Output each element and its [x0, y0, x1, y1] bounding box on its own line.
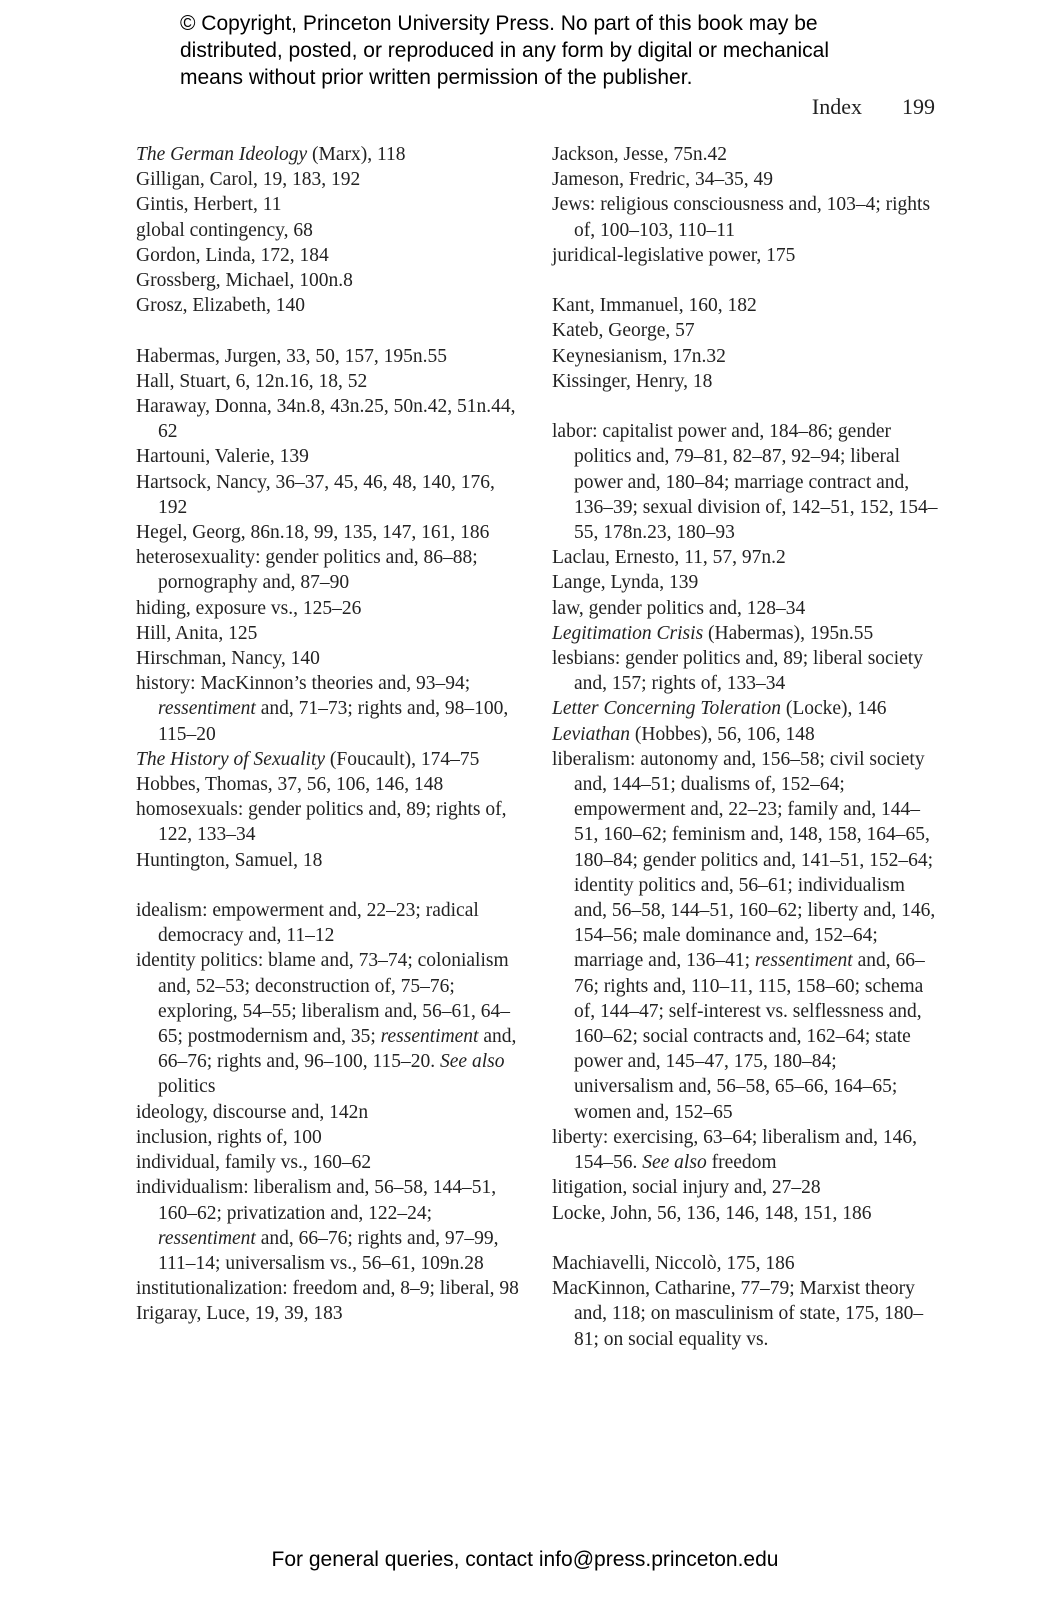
index-entry-text: global contingency, 68 — [136, 219, 313, 241]
index-entry-text: Gordon, Linda, 172, 184 — [136, 244, 329, 266]
index-entry — [136, 1301, 520, 1326]
letter-group-gap — [552, 268, 938, 293]
index-entry-text: Irigaray, Luce, 19, 39, 183 — [136, 1303, 343, 1325]
index-column-left — [136, 142, 520, 1327]
index-entry-italic-text: See also — [642, 1152, 707, 1174]
letter-group-gap — [552, 394, 938, 419]
index-entry — [552, 596, 938, 621]
index-entry — [136, 218, 520, 243]
index-entry-text: Locke, John, 56, 136, 146, 148, 151, 186 — [552, 1202, 872, 1224]
index-entry — [136, 293, 520, 318]
index-entry-italic-text: ressentiment — [754, 950, 853, 972]
index-entry-italic-text: ressentiment — [158, 1227, 256, 1249]
index-entry — [552, 696, 938, 721]
index-entry-text: liberty: exercising, 63–64; liberalism and, 146, 154–56. — [552, 1126, 918, 1174]
index-entry-text: Machiavelli, Niccolò, 175, 186 — [552, 1252, 795, 1274]
index-entry — [136, 646, 520, 671]
index-entry — [552, 344, 938, 369]
index-entry — [136, 898, 520, 948]
index-entry-text: and, 71–73; rights and, 98–100, 115–20 — [158, 698, 509, 745]
running-head-title: Index — [811, 94, 862, 119]
index-entry — [136, 470, 520, 520]
copyright-line: distributed, posted, or reproduced in any form by digital or mechanical — [180, 39, 830, 62]
index-entry — [136, 1276, 520, 1301]
index-entry-text: (Foucault), 174–75 — [325, 748, 480, 770]
copyright-line: © Copyright, Princeton University Press. No part of this book may be — [180, 12, 818, 35]
index-entry-italic-text: The German Ideology — [136, 144, 308, 165]
index-entry-text: (Marx), 118 — [307, 144, 406, 165]
index-entry — [136, 394, 520, 444]
index-column-right — [552, 142, 938, 1352]
index-entry-text: Gintis, Herbert, 11 — [136, 194, 282, 216]
index-entry-text: law, gender politics and, 128–34 — [552, 597, 806, 619]
index-entry-italic-text: The History of Sexuality — [136, 748, 326, 770]
letter-group-gap — [136, 318, 520, 343]
index-entry-text: individual, family vs., 160–62 — [136, 1152, 372, 1174]
letter-group-gap — [552, 1226, 938, 1251]
index-entry-text: (Locke), 146 — [780, 698, 887, 720]
index-entry — [136, 1100, 520, 1125]
index-entry-text: idealism: empowerment and, 22–23; radical democracy and, 11–12 — [136, 900, 479, 947]
index-entry — [136, 596, 520, 621]
index-entry — [136, 167, 520, 192]
index-entry-italic-text: Letter Concerning Toleration — [552, 698, 781, 720]
index-entry — [552, 419, 938, 545]
index-entry-text: lesbians: gender politics and, 89; liberal society and, 157; rights of, 133–34 — [552, 648, 923, 695]
index-entry — [136, 1150, 520, 1175]
index-entry-text: Hartouni, Valerie, 139 — [136, 446, 309, 468]
index-entry-italic-text: Legitimation Crisis — [552, 622, 704, 644]
index-entry — [136, 545, 520, 595]
index-entry-text: homosexuals: gender politics and, 89; rights of, 122, 133–34 — [136, 799, 507, 846]
index-entry-text: MacKinnon, Catharine, 77–79; Marxist theory and, 118; on masculinism of state, 175, 180–81; on social equality vs. — [552, 1278, 924, 1350]
index-entry — [136, 243, 520, 268]
index-entry-text: freedom — [706, 1152, 777, 1174]
running-head — [812, 94, 935, 120]
index-entry-text: individualism: liberalism and, 56–58, 144–51, 160–62; privatization and, 122–24; — [136, 1177, 497, 1224]
index-entry — [552, 243, 938, 268]
index-entry-text: labor: capitalist power and, 184–86; gender politics and, 79–81, 82–87, 92–94; liberal power and, 180–84; marriage contract and, 136–39; sexual division of, 142–51, 152, 154–55, 178n.23, 180–93 — [552, 421, 938, 544]
index-entry — [552, 722, 938, 747]
index-entry — [552, 369, 938, 394]
index-entry-text: hiding, exposure vs., 125–26 — [136, 597, 362, 619]
index-entry-text: ideology, discourse and, 142n — [136, 1101, 369, 1123]
index-entry-text: Lange, Lynda, 139 — [552, 572, 699, 594]
index-entry-italic-text: ressentiment — [158, 698, 256, 720]
index-entry-text: heterosexuality: gender politics and, 86–88; pornography and, 87–90 — [136, 547, 478, 594]
copyright-notice — [180, 10, 940, 91]
index-entry — [136, 948, 520, 1099]
index-entry-text: Huntington, Samuel, 18 — [136, 849, 323, 871]
index-entry — [136, 621, 520, 646]
index-entry — [552, 545, 938, 570]
index-entry-text: Laclau, Ernesto, 11, 57, 97n.2 — [552, 547, 786, 569]
index-entry-text: identity politics: blame and, 73–74; colonialism and, 52–53; deconstruction of, 75–76; exploring, 54–55; liberalism and, 56–61, 64–65; postmodernism and, 35; — [136, 950, 511, 1048]
index-entry-text: Jameson, Fredric, 34–35, 49 — [552, 169, 773, 191]
index-entry — [552, 142, 938, 167]
index-entry — [136, 344, 520, 369]
index-entry-text: inclusion, rights of, 100 — [136, 1126, 322, 1148]
index-entry — [552, 646, 938, 696]
index-entry — [136, 848, 520, 873]
index-entry-text: Hill, Anita, 125 — [136, 622, 258, 644]
index-entry-text: and, 66–76; rights and, 110–11, 115, 158–60; schema of, 144–47; self-interest vs. selflessness and, 160–62; social contracts and, 162–64; state power and, 145–47, 175, 180–84; universalism and, 56–58, 65–66, 164–65; women and, 152–65 — [574, 950, 925, 1123]
index-entry-text: (Hobbes), 56, 106, 148 — [630, 723, 815, 745]
footer-contact: For general queries, contact info@press.princeton.edu — [271, 1548, 779, 1571]
index-entry-text: Jews: religious consciousness and, 103–4; rights of, 100–103, 110–11 — [552, 194, 931, 241]
index-entry — [552, 192, 938, 242]
index-entry-text: Kateb, George, 57 — [552, 320, 695, 342]
index-entry — [552, 570, 938, 595]
index-entry-text: Hirschman, Nancy, 140 — [136, 648, 320, 670]
index-entry — [136, 142, 520, 167]
index-entry-text: Grosz, Elizabeth, 140 — [136, 295, 305, 317]
copyright-line: means without prior written permission of the publisher. — [180, 66, 693, 89]
index-entry — [552, 1251, 938, 1276]
index-entry — [136, 444, 520, 469]
index-entry — [136, 520, 520, 545]
index-entry — [136, 192, 520, 217]
index-entry-text: liberalism: autonomy and, 156–58; civil society and, 144–51; dualisms of, 152–64; empowerment and, 22–23; family and, 144–51, 160–62; feminism and, 148, 158, 164–65, 180–84; gender politics and, 141–51, 152–64; identity politics and, 56–61; individualism and, 56–58, 144–51, 160–62; liberty and, 146, 154–56; male dominance and, 152–64; marriage and, 136–41; — [552, 748, 936, 972]
index-entry-text: Habermas, Jurgen, 33, 50, 157, 195n.55 — [136, 345, 448, 367]
index-entry — [552, 621, 938, 646]
index-entry-text: Hartsock, Nancy, 36–37, 45, 46, 48, 140, 176, 192 — [136, 471, 495, 518]
index-entry-italic-text: See also — [440, 1051, 505, 1073]
index-entry — [136, 369, 520, 394]
index-entry-text: Kissinger, Henry, 18 — [552, 370, 713, 392]
index-entry-text: institutionalization: freedom and, 8–9; liberal, 98 — [136, 1278, 519, 1300]
index-entry — [136, 268, 520, 293]
index-entry — [136, 772, 520, 797]
page-number: 199 — [902, 94, 935, 119]
index-entry-text: Hall, Stuart, 6, 12n.16, 18, 52 — [136, 370, 368, 392]
index-entry-text: juridical-legislative power, 175 — [552, 244, 796, 266]
index-entry — [552, 1201, 938, 1226]
letter-group-gap — [136, 873, 520, 898]
index-entry-text: Haraway, Donna, 34n.8, 43n.25, 50n.42, 51n.44, 62 — [136, 396, 516, 443]
index-entry — [552, 747, 938, 1125]
index-entry-text: Jackson, Jesse, 75n.42 — [552, 144, 727, 165]
index-entry — [552, 167, 938, 192]
index-entry — [136, 797, 520, 847]
index-entry-italic-text: Leviathan — [552, 723, 630, 745]
index-entry — [552, 1125, 938, 1175]
index-entry-text: Hobbes, Thomas, 37, 56, 106, 146, 148 — [136, 774, 444, 796]
index-entry-text: Keynesianism, 17n.32 — [552, 345, 726, 367]
index-entry — [136, 1125, 520, 1150]
index-entry-text: politics — [158, 1076, 216, 1098]
index-entry-text: Grossberg, Michael, 100n.8 — [136, 270, 353, 292]
index-entry-italic-text: ressentiment — [380, 1026, 479, 1048]
index-entry — [552, 318, 938, 343]
index-entry — [136, 671, 520, 747]
index-entry — [136, 1175, 520, 1276]
index-entry-text: (Habermas), 195n.55 — [703, 622, 874, 644]
index-entry-text: and, 66–76; rights and, 96–100, 115–20. — [158, 1026, 517, 1073]
index-entry — [552, 293, 938, 318]
index-entry-text: and, 66–76; rights and, 97–99, 111–14; universalism vs., 56–61, 109n.28 — [158, 1227, 499, 1274]
index-entry-text: Gilligan, Carol, 19, 183, 192 — [136, 169, 361, 191]
index-entry-text: Kant, Immanuel, 160, 182 — [552, 295, 757, 317]
index-entry — [552, 1276, 938, 1352]
index-entry-text: history: MacKinnon’s theories and, 93–94; — [136, 673, 471, 695]
index-entry-text: litigation, social injury and, 27–28 — [552, 1177, 821, 1199]
index-entry-text: Hegel, Georg, 86n.18, 99, 135, 147, 161, 186 — [136, 522, 490, 544]
index-entry — [552, 1175, 938, 1200]
index-entry — [136, 747, 520, 772]
